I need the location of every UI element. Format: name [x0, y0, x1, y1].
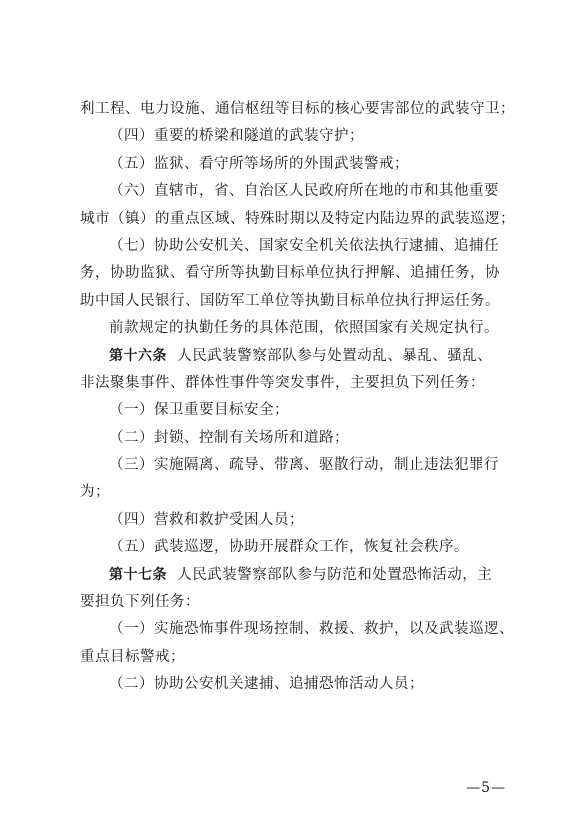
- text-line: （五）武装巡逻，协助开展群众工作，恢复社会秩序。: [109, 539, 469, 556]
- text-line: （六）直辖市，省、自治区人民政府所在地的市和其他重要: [109, 183, 499, 200]
- text-line: 要担负下列任务：: [80, 594, 200, 611]
- article-line: [80, 343, 512, 370]
- article-heading: 第十七条: [109, 566, 167, 583]
- text-line: （七）协助公安机关、国家安全机关依法执行逮捕、追捕任: [109, 237, 499, 254]
- body-text: [80, 96, 515, 699]
- text-line: 非法聚集事件、群体性事件等突发事件，主要担负下列任务：: [80, 374, 485, 391]
- article-text: 人民武装警察部队参与处置动乱、暴乱、骚乱、: [177, 347, 493, 364]
- text-line: 助中国人民银行、国防军工单位等执勤目标单位执行押运任务。: [80, 292, 500, 309]
- text-line: 前款规定的执勤任务的具体范围，依照国家有关规定执行。: [109, 320, 499, 337]
- text-line: （四）重要的桥梁和隧道的武装守护；: [109, 128, 364, 145]
- text-line: （二）协助公安机关逮捕、追捕恐怖活动人员；: [109, 676, 424, 693]
- text-line: （四）营救和救护受困人员；: [109, 511, 304, 528]
- text-line: 城市（镇）的重点区域、特殊时期以及特定内陆边界的武装巡逻；: [80, 210, 515, 227]
- text-line: 为；: [80, 484, 110, 501]
- text-line: （五）监狱、看守所等场所的外围武装警戒；: [109, 155, 409, 172]
- article-line: [80, 562, 512, 589]
- text-line: （二）封锁、控制有关场所和道路；: [109, 429, 349, 446]
- page-number: —5—: [466, 780, 506, 796]
- text-line: （一）保卫重要目标安全；: [109, 402, 289, 419]
- text-line: （一）实施恐怖事件现场控制、救援、救护，以及武装巡逻、: [109, 621, 514, 638]
- text-line: 务，协助监狱、看守所等执勤目标单位执行押解、追捕任务，协: [80, 265, 500, 282]
- text-line: （三）实施隔离、疏导、带离、驱散行动，制止违法犯罪行: [109, 457, 499, 474]
- text-line: 利工程、电力设施、通信枢纽等目标的核心要害部位的武装守卫；: [80, 101, 515, 117]
- text-line: 重点目标警戒；: [80, 648, 185, 665]
- article-text: 人民武装警察部队参与防范和处置恐怖活动，主: [177, 566, 493, 583]
- article-heading: 第十六条: [109, 347, 167, 364]
